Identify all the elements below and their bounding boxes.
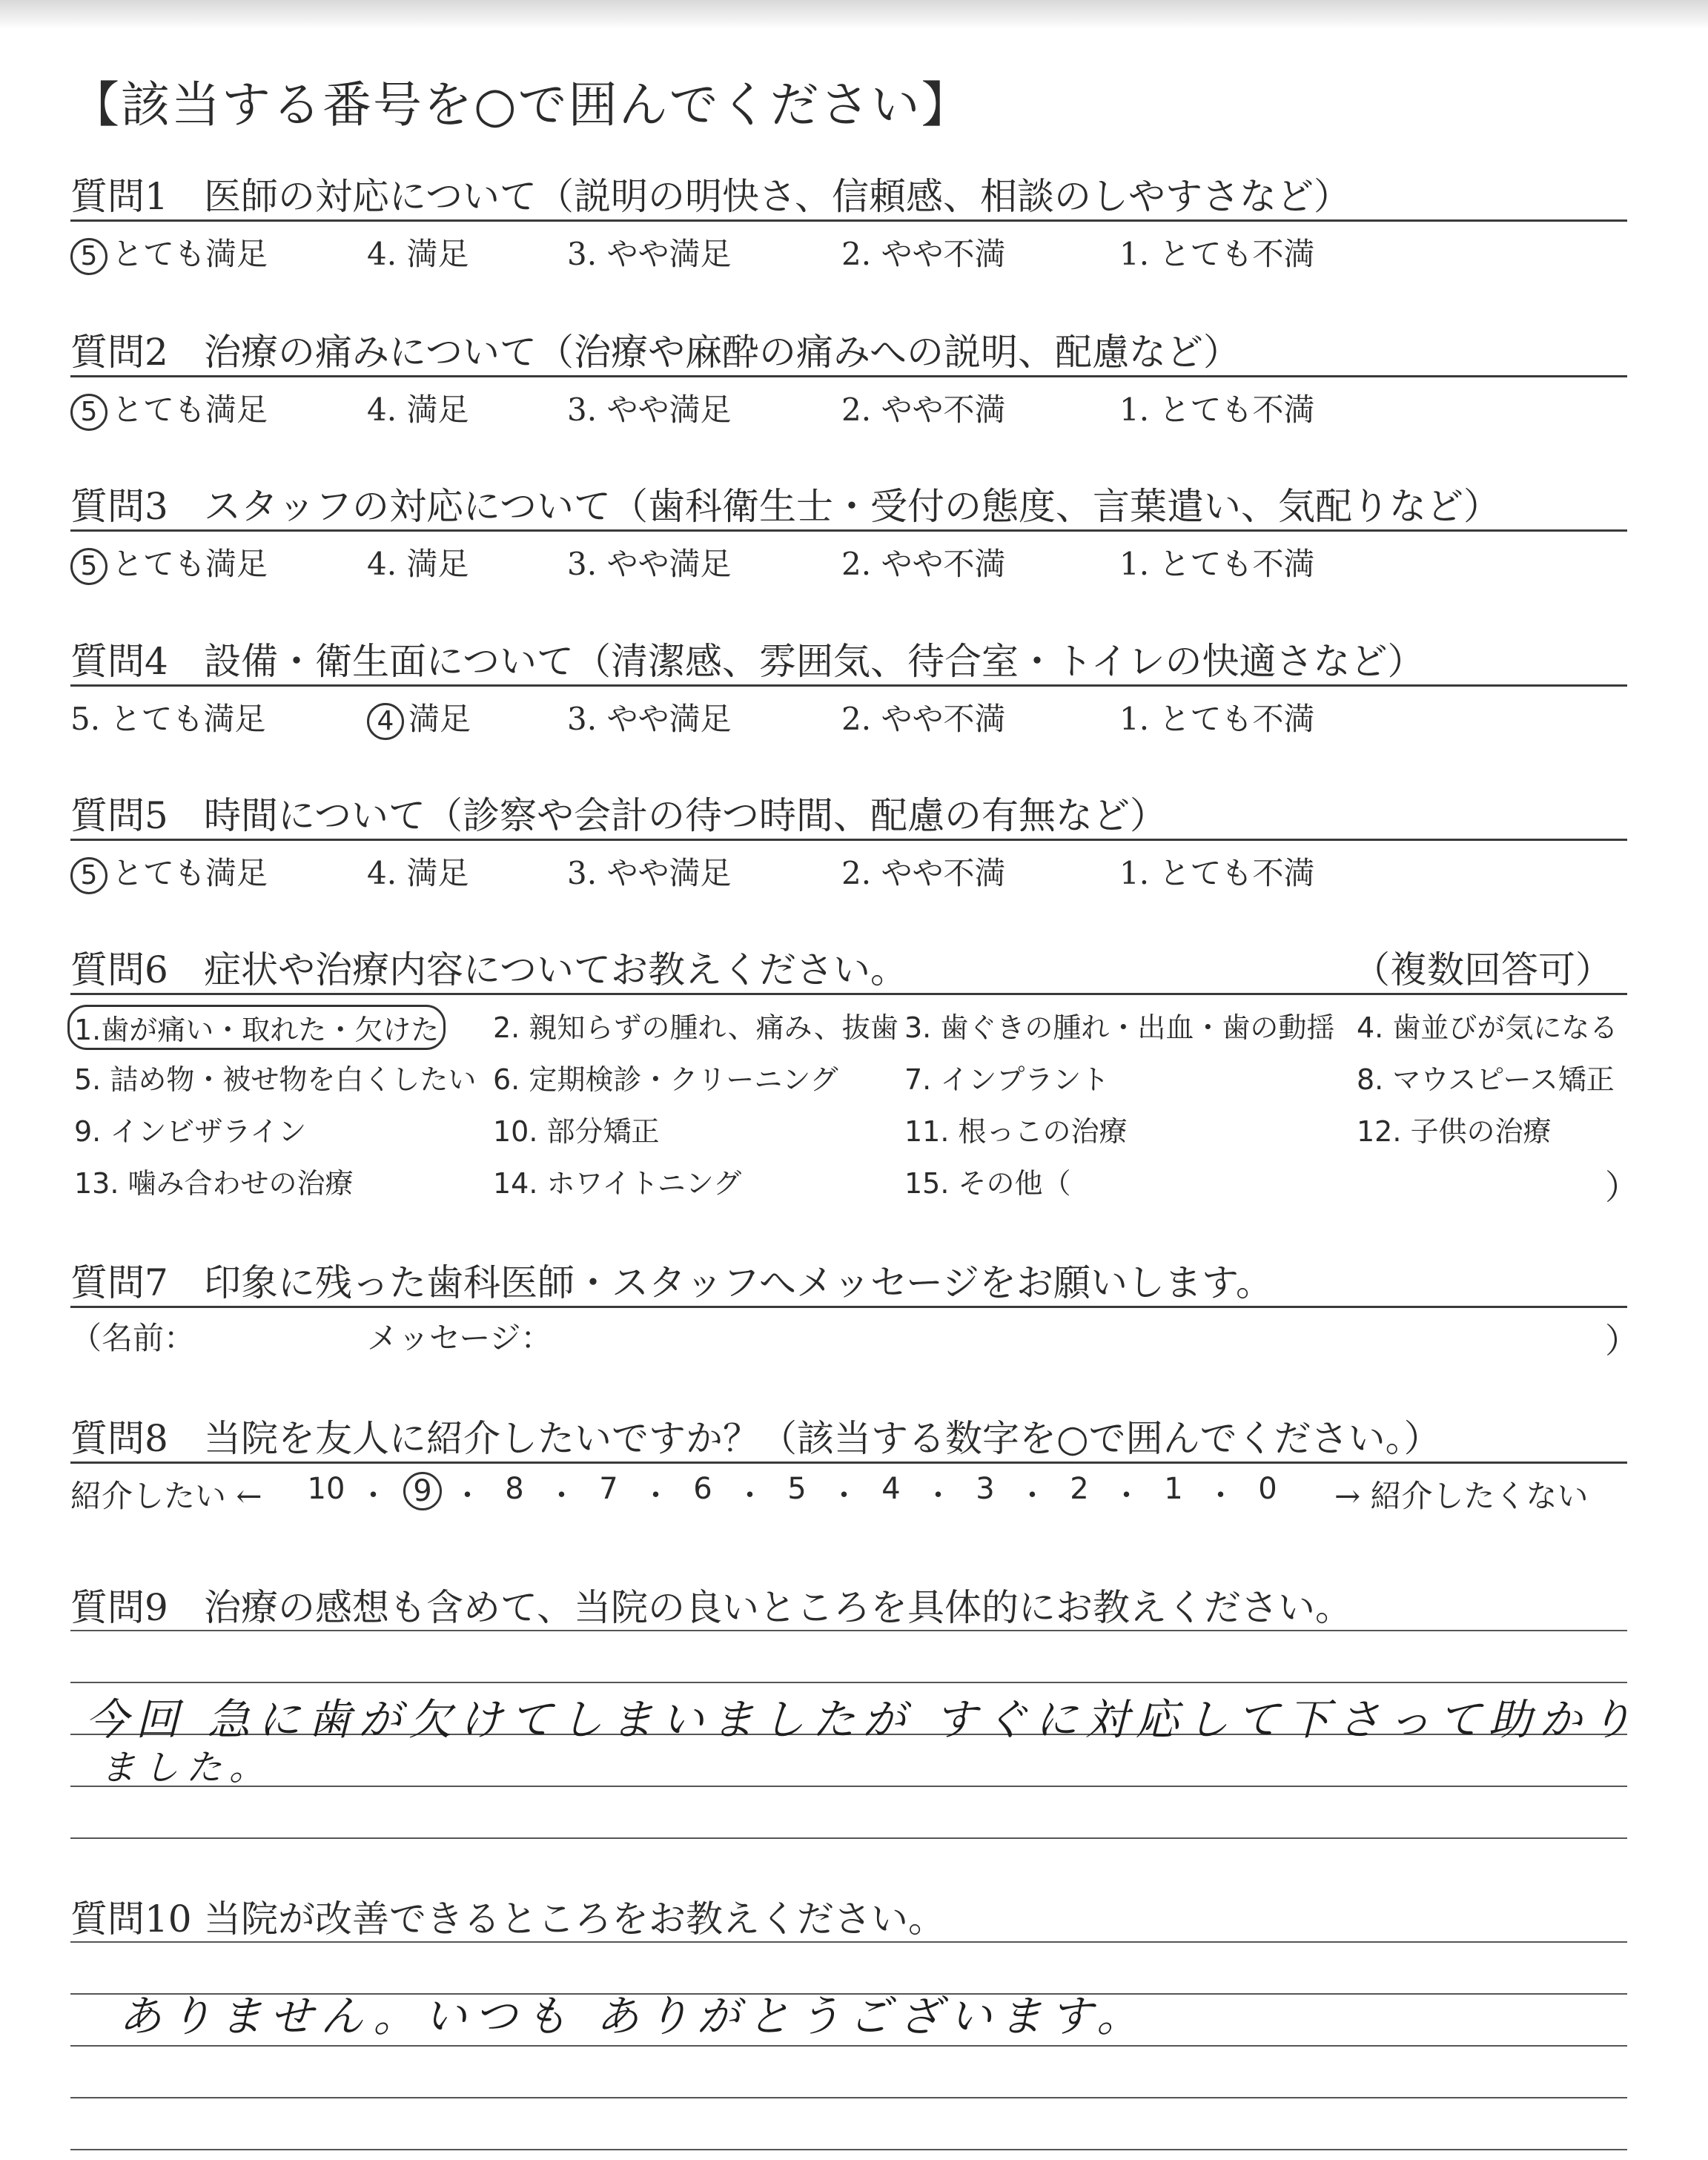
rating-option-label: やや不満 bbox=[881, 392, 1006, 428]
question-8-title bbox=[70, 1409, 1441, 1462]
question-8-left-label: 紹介したい ← bbox=[70, 1478, 262, 1514]
rating-option-label: とても満足 bbox=[112, 546, 268, 582]
question-9-title bbox=[70, 1578, 1352, 1631]
scale-separator: ・ bbox=[1111, 1479, 1142, 1513]
scale-option-5[interactable]: 5 bbox=[787, 1472, 807, 1506]
rating-option-number: 3. bbox=[567, 392, 607, 428]
rating-option-label: とても不満 bbox=[1159, 236, 1315, 272]
scale-option-4[interactable]: 4 bbox=[881, 1472, 901, 1506]
rating-option-number: 2. bbox=[841, 392, 881, 428]
rating-option-4[interactable] bbox=[367, 230, 469, 274]
question-5-text: 時間について（診察や会計の待つ時間、配慮の有無など） bbox=[204, 794, 1167, 837]
question-10-number: 質問10 bbox=[70, 1898, 192, 1941]
rating-option-label: やや不満 bbox=[881, 701, 1006, 737]
scale-option-1[interactable]: 1 bbox=[1164, 1472, 1183, 1506]
rating-option-number: 3. bbox=[567, 855, 607, 891]
rating-option-number: 1. bbox=[1119, 546, 1159, 582]
scale-option-3[interactable]: 3 bbox=[976, 1472, 995, 1506]
question-1-title bbox=[70, 167, 1351, 220]
scale-separator: ・ bbox=[546, 1479, 577, 1513]
scale-separator: ・ bbox=[452, 1479, 483, 1513]
rating-option-label: とても不満 bbox=[1159, 546, 1315, 582]
scale-option-7[interactable]: 7 bbox=[599, 1472, 618, 1506]
rating-option-label: やや満足 bbox=[606, 236, 732, 272]
rating-option-label: やや不満 bbox=[881, 546, 1006, 582]
rating-option-2[interactable] bbox=[841, 695, 1005, 739]
rating-option-number: 4. bbox=[367, 855, 407, 891]
question-3-text: スタッフの対応について（歯科衛生士・受付の態度、言葉遣い、気配りなど） bbox=[204, 485, 1500, 528]
rating-option-number: 3. bbox=[567, 546, 607, 582]
question-6-rule bbox=[70, 993, 1627, 995]
rating-option-label: とても不満 bbox=[1159, 392, 1315, 428]
question-4-text: 設備・衛生面について（清潔感、雰囲気、待合室・トイレの快適さなど） bbox=[204, 640, 1425, 683]
rating-option-number: 1. bbox=[1119, 855, 1159, 891]
rating-option-number: 3. bbox=[567, 701, 607, 737]
question-3-title bbox=[70, 477, 1500, 530]
rating-option-number: 1. bbox=[1119, 701, 1159, 737]
rating-option-4[interactable] bbox=[367, 386, 469, 430]
question-5-rule bbox=[70, 839, 1627, 841]
rating-option-1[interactable] bbox=[1119, 695, 1314, 739]
rating-option-2[interactable] bbox=[841, 540, 1005, 584]
rating-option-label: やや不満 bbox=[881, 236, 1006, 272]
scale-separator: ・ bbox=[829, 1479, 859, 1513]
question-2-text: 治療の痛みについて（治療や麻酔の痛みへの説明、配慮など） bbox=[204, 331, 1240, 374]
symptom-option-9[interactable]: 9. インビザライン bbox=[74, 1115, 307, 1148]
scale-separator: ・ bbox=[640, 1479, 671, 1513]
question-2-number: 質問2 bbox=[70, 331, 168, 374]
rating-option-2[interactable] bbox=[841, 230, 1005, 274]
rating-option-2[interactable] bbox=[841, 849, 1005, 894]
question-4-number: 質問4 bbox=[70, 640, 168, 683]
rating-option-3[interactable] bbox=[567, 386, 731, 430]
rating-option-3[interactable] bbox=[567, 849, 731, 894]
question-10-answer: ありません。いつも ありがとうございます。 bbox=[119, 1991, 1148, 2041]
rating-option-4[interactable] bbox=[367, 849, 469, 894]
question-5-title bbox=[70, 786, 1167, 839]
scale-option-10[interactable]: 10 bbox=[307, 1472, 345, 1506]
question-8-text: 当院を友人に紹介したいですか？（該当する数字を○で囲んでください。） bbox=[204, 1417, 1441, 1460]
question-1-rule bbox=[70, 219, 1627, 222]
rating-option-number: 2. bbox=[841, 546, 881, 582]
rating-option-5[interactable] bbox=[70, 695, 265, 739]
question-6-multiple-note: （複数回答可） bbox=[1353, 948, 1612, 991]
symptom-option-13[interactable]: 13. 噛み合わせの治療 bbox=[74, 1167, 354, 1200]
question-8-right-label: → 紹介したくない bbox=[1334, 1478, 1589, 1514]
rating-option-label: とても満足 bbox=[112, 236, 268, 272]
rating-option-label: 満足 bbox=[408, 701, 471, 737]
selected-circle-mark: 5 bbox=[70, 548, 107, 585]
question-1-text: 医師の対応について（説明の明快さ、信頼感、相談のしやすさなど） bbox=[204, 175, 1351, 218]
question-10-title bbox=[70, 1889, 945, 1943]
rating-option-1[interactable] bbox=[1119, 540, 1314, 584]
question-1-number: 質問1 bbox=[70, 175, 168, 218]
rating-option-5[interactable] bbox=[70, 540, 268, 585]
symptom-option-15[interactable]: 15. その他（ bbox=[904, 1167, 1071, 1200]
selected-circle-mark: 5 bbox=[70, 238, 107, 275]
scale-option-9[interactable]: 9 bbox=[403, 1472, 442, 1510]
scan-top-shadow bbox=[0, 0, 1708, 30]
question-6-number: 質問6 bbox=[70, 948, 168, 991]
rating-option-number: 4. bbox=[367, 236, 407, 272]
symptom-option-14[interactable]: 14. ホワイトニング bbox=[493, 1167, 742, 1200]
scale-option-6[interactable]: 6 bbox=[693, 1472, 712, 1506]
question-10-line bbox=[70, 2097, 1627, 2098]
scale-separator: ・ bbox=[735, 1479, 765, 1513]
question-7-name-label: （名前： bbox=[70, 1320, 196, 1356]
selected-circle-mark: 5 bbox=[70, 857, 107, 894]
symptom-option-8[interactable]: 8. マウスピース矯正 bbox=[1357, 1063, 1615, 1096]
scale-separator: ・ bbox=[1205, 1479, 1236, 1513]
question-6-other-close-paren: ） bbox=[1605, 1167, 1639, 1207]
rating-option-5[interactable] bbox=[70, 230, 268, 275]
symptom-option-6[interactable]: 6. 定期検診・クリーニング bbox=[493, 1063, 838, 1096]
question-9-number: 質問9 bbox=[70, 1586, 168, 1629]
rating-option-number: 5. bbox=[70, 701, 110, 737]
rating-option-2[interactable] bbox=[841, 386, 1005, 430]
scale-option-8[interactable]: 8 bbox=[505, 1472, 524, 1506]
question-10-text: 当院が改善できるところをお教えください。 bbox=[204, 1898, 945, 1941]
rating-option-number: 1. bbox=[1119, 236, 1159, 272]
question-2-rule bbox=[70, 375, 1627, 377]
rating-option-label: やや満足 bbox=[606, 855, 732, 891]
rating-option-number: 3. bbox=[567, 236, 607, 272]
question-10-line bbox=[70, 1941, 1627, 1943]
symptom-option-1[interactable]: 1.歯が痛い・取れた・欠けた bbox=[67, 1005, 446, 1050]
question-5-number: 質問5 bbox=[70, 794, 168, 837]
symptom-option-2[interactable]: 2. 親知らずの腫れ、痛み、抜歯 bbox=[493, 1011, 898, 1044]
question-7-message-label: メッセージ： bbox=[367, 1320, 552, 1356]
rating-option-number: 2. bbox=[841, 855, 881, 891]
selected-circle-mark: 4 bbox=[367, 703, 404, 740]
rating-option-label: やや満足 bbox=[606, 392, 732, 428]
question-4-rule bbox=[70, 684, 1627, 687]
question-9-line bbox=[70, 1630, 1627, 1631]
rating-option-4[interactable] bbox=[367, 540, 469, 584]
question-9-line bbox=[70, 1682, 1627, 1683]
symptom-option-4[interactable]: 4. 歯並びが気になる bbox=[1357, 1011, 1618, 1044]
scale-option-2[interactable]: 2 bbox=[1070, 1472, 1089, 1506]
symptom-option-5[interactable]: 5. 詰め物・被せ物を白くしたい bbox=[74, 1063, 477, 1096]
question-7-rule bbox=[70, 1306, 1627, 1308]
rating-option-number: 1. bbox=[1119, 392, 1159, 428]
question-7-number: 質問7 bbox=[70, 1261, 168, 1304]
question-7-close-paren: ） bbox=[1605, 1321, 1639, 1361]
rating-option-label: 満足 bbox=[406, 855, 469, 891]
rating-option-4[interactable] bbox=[367, 695, 471, 740]
rating-option-label: とても満足 bbox=[112, 855, 268, 891]
scale-separator: ・ bbox=[1017, 1479, 1047, 1513]
question-9-answer-line-2: ました。 bbox=[100, 1747, 273, 1789]
symptom-option-7[interactable]: 7. インプラント bbox=[904, 1063, 1110, 1096]
selected-circle-mark: 5 bbox=[70, 394, 107, 431]
symptom-option-12[interactable]: 12. 子供の治療 bbox=[1357, 1115, 1552, 1148]
question-7-text: 印象に残った歯科医師・スタッフへメッセージをお願いします。 bbox=[204, 1261, 1273, 1304]
question-8-rule bbox=[70, 1462, 1627, 1464]
scale-separator: ・ bbox=[358, 1479, 388, 1513]
scale-option-0[interactable]: 0 bbox=[1258, 1472, 1277, 1506]
question-10-line bbox=[70, 2045, 1627, 2047]
rating-option-label: 満足 bbox=[406, 392, 469, 428]
rating-option-number: 2. bbox=[841, 701, 881, 737]
rating-option-3[interactable] bbox=[567, 230, 731, 274]
rating-option-label: 満足 bbox=[406, 546, 469, 582]
rating-option-label: やや満足 bbox=[606, 701, 732, 737]
question-8-number: 質問8 bbox=[70, 1417, 168, 1460]
rating-option-3[interactable] bbox=[567, 540, 731, 584]
page-title: 【該当する番号を○で囲んでください】 bbox=[70, 76, 972, 133]
question-9-text: 治療の感想も含めて、当院の良いところを具体的にお教えください。 bbox=[204, 1586, 1352, 1629]
rating-option-label: とても満足 bbox=[110, 701, 266, 737]
question-9-line bbox=[70, 1786, 1627, 1787]
symptom-option-3[interactable]: 3. 歯ぐきの腫れ・出血・歯の動揺 bbox=[904, 1011, 1335, 1044]
rating-option-number: 4. bbox=[367, 546, 407, 582]
rating-option-3[interactable] bbox=[567, 695, 731, 739]
rating-option-1[interactable] bbox=[1119, 230, 1314, 274]
question-9-line bbox=[70, 1837, 1627, 1839]
rating-option-1[interactable] bbox=[1119, 849, 1314, 894]
question-7-title bbox=[70, 1253, 1273, 1307]
rating-option-label: やや不満 bbox=[881, 855, 1006, 891]
question-2-title bbox=[70, 323, 1240, 376]
scale-separator: ・ bbox=[923, 1479, 953, 1513]
question-9-answer-line-1: 今回 急に歯が欠けてしまいましたが すぐに対応して下さって助かり bbox=[85, 1694, 1640, 1745]
rating-option-label: とても不満 bbox=[1159, 701, 1315, 737]
rating-option-label: やや満足 bbox=[606, 546, 732, 582]
rating-option-5[interactable] bbox=[70, 386, 268, 431]
rating-option-label: とても満足 bbox=[112, 392, 268, 428]
question-4-title bbox=[70, 632, 1425, 685]
rating-option-label: とても不満 bbox=[1159, 855, 1315, 891]
question-6-title bbox=[70, 940, 907, 994]
question-3-number: 質問3 bbox=[70, 485, 168, 528]
rating-option-number: 4. bbox=[367, 392, 407, 428]
rating-option-1[interactable] bbox=[1119, 386, 1314, 430]
symptom-option-10[interactable]: 10. 部分矯正 bbox=[493, 1115, 660, 1148]
question-6-text: 症状や治療内容についてお教えください。 bbox=[204, 948, 907, 991]
rating-option-label: 満足 bbox=[406, 236, 469, 272]
question-10-line bbox=[70, 2149, 1627, 2150]
rating-option-5[interactable] bbox=[70, 849, 268, 894]
question-3-rule bbox=[70, 529, 1627, 532]
symptom-option-11[interactable]: 11. 根っこの治療 bbox=[904, 1115, 1128, 1148]
rating-option-number: 2. bbox=[841, 236, 881, 272]
